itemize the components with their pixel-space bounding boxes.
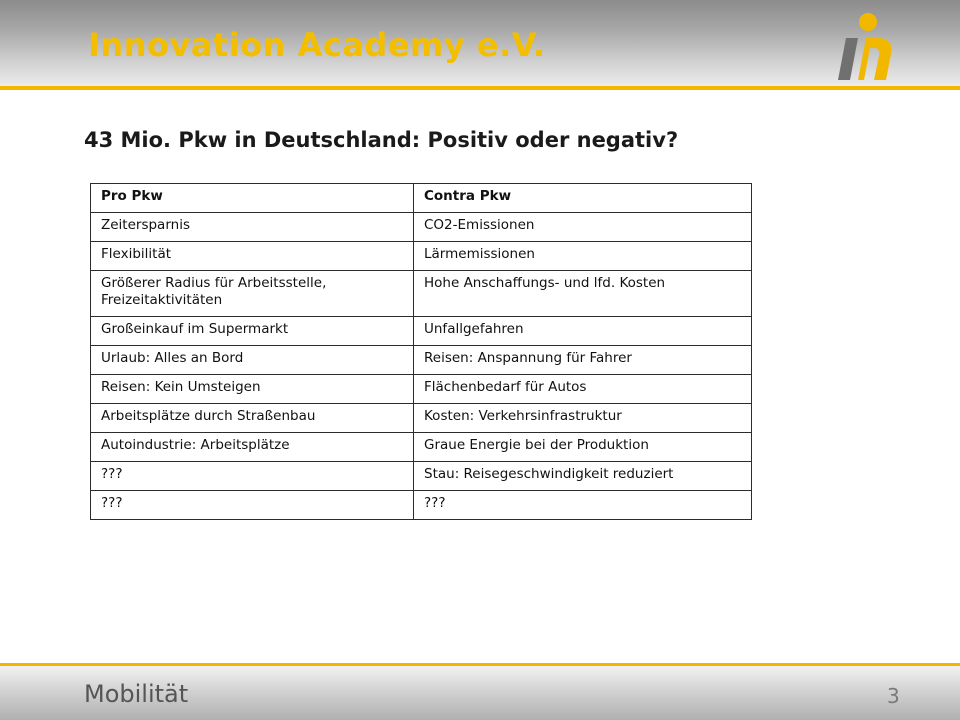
table-row (91, 375, 752, 404)
column-header-pro: Pro Pkw (91, 184, 414, 213)
contra-cell: Lärmemissionen (414, 242, 752, 271)
pro-contra-table (90, 183, 752, 520)
table-row (91, 462, 752, 491)
slide-title: 43 Mio. Pkw in Deutschland: Positiv oder negativ? (84, 128, 679, 152)
pro-cell: ??? (91, 491, 414, 520)
table-row (91, 271, 752, 317)
ia-logo-icon (836, 8, 900, 82)
table-row (91, 213, 752, 242)
column-header-contra: Contra Pkw (414, 184, 752, 213)
table-row (91, 433, 752, 462)
organization-title: Innovation Academy e.V. (88, 26, 546, 64)
footer-topic-label: Mobilität (84, 680, 189, 708)
contra-cell: CO2-Emissionen (414, 213, 752, 242)
table-row (91, 491, 752, 520)
pro-cell: Großeinkauf im Supermarkt (91, 317, 414, 346)
table-row (91, 346, 752, 375)
pro-cell: Zeitersparnis (91, 213, 414, 242)
page-number: 3 (887, 684, 900, 708)
pro-cell: Arbeitsplätze durch Straßenbau (91, 404, 414, 433)
pro-cell: Reisen: Kein Umsteigen (91, 375, 414, 404)
pro-cell: ??? (91, 462, 414, 491)
table-row (91, 404, 752, 433)
pro-cell: Urlaub: Alles an Bord (91, 346, 414, 375)
contra-cell: Reisen: Anspannung für Fahrer (414, 346, 752, 375)
header-divider (0, 86, 960, 90)
table-row (91, 317, 752, 346)
pro-cell: Größerer Radius für Arbeitsstelle, Freizeitaktivitäten (91, 271, 414, 317)
contra-cell: Graue Energie bei der Produktion (414, 433, 752, 462)
contra-cell: Stau: Reisegeschwindigkeit reduziert (414, 462, 752, 491)
pro-cell: Autoindustrie: Arbeitsplätze (91, 433, 414, 462)
contra-cell: Unfallgefahren (414, 317, 752, 346)
contra-cell: ??? (414, 491, 752, 520)
contra-cell: Flächenbedarf für Autos (414, 375, 752, 404)
contra-cell: Kosten: Verkehrsinfrastruktur (414, 404, 752, 433)
pro-cell: Flexibilität (91, 242, 414, 271)
contra-cell: Hohe Anschaffungs- und lfd. Kosten (414, 271, 752, 317)
table-row (91, 242, 752, 271)
